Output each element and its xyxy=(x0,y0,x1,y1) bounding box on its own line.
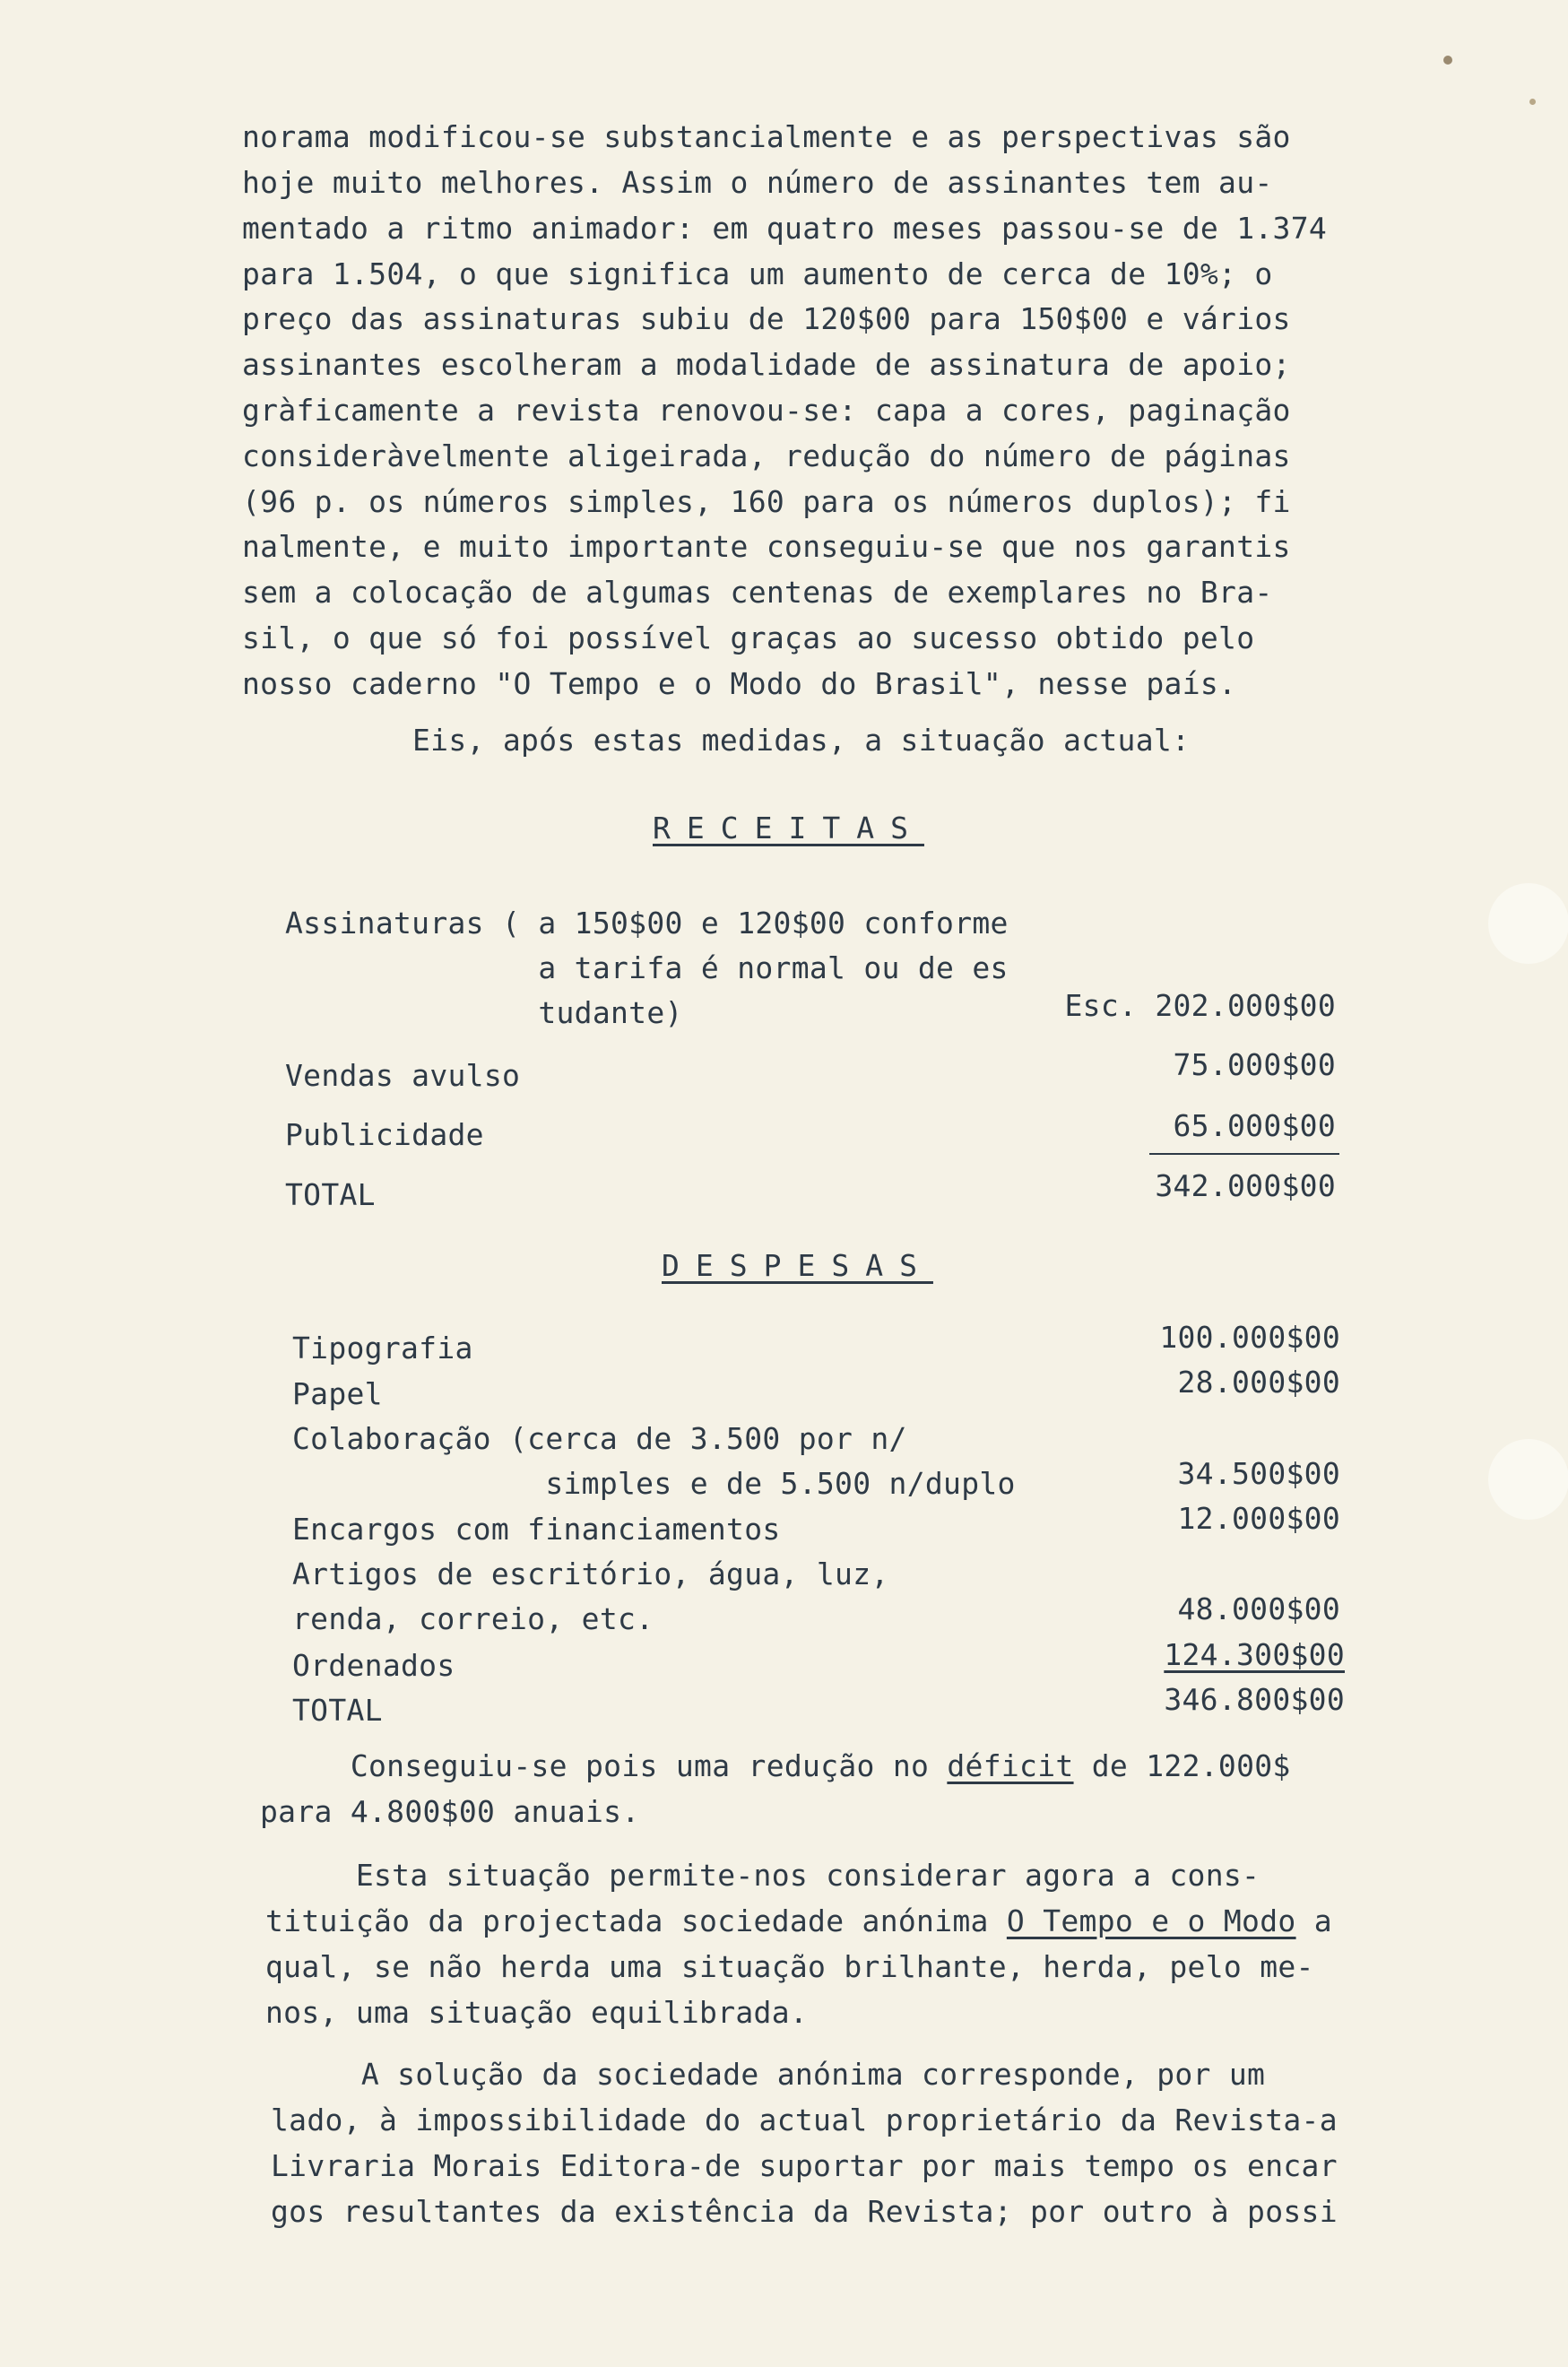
text-line: preço das assinaturas subiu de 120$00 para 150$00 e vários xyxy=(242,301,1291,336)
row-value: 34.500$00 xyxy=(1177,1456,1340,1491)
row-label: tudante) xyxy=(285,995,683,1030)
text-span: de 122.000$ xyxy=(1073,1748,1291,1783)
row-value: 75.000$00 xyxy=(1173,1047,1336,1082)
text-line: sem a colocação de algumas centenas de exemplares no Bra- xyxy=(242,575,1273,610)
text-line: para 4.800$00 anuais. xyxy=(260,1794,640,1829)
sum-rule xyxy=(1149,1153,1339,1155)
text-line: qual, se não herda uma situação brilhante, herda, pelo me- xyxy=(265,1949,1314,1984)
row-label: simples e de 5.500 n/duplo xyxy=(292,1466,1016,1501)
row-label: Assinaturas ( a 150$00 e 120$00 conforme xyxy=(285,906,1009,941)
text-line: assinantes escolheram a modalidade de assinatura de apoio; xyxy=(242,347,1291,382)
punch-hole-mark xyxy=(1488,883,1568,964)
row-label: Encargos com financiamentos xyxy=(292,1512,781,1547)
row-label: TOTAL xyxy=(285,1177,376,1212)
receitas-heading: RECEITAS xyxy=(653,811,924,845)
text-line: mentado a ritmo animador: em quatro meses passou-se de 1.374 xyxy=(242,211,1328,246)
underlined-term: déficit xyxy=(947,1748,1074,1783)
row-label: Artigos de escritório, água, luz, xyxy=(292,1556,889,1591)
row-value: 12.000$00 xyxy=(1177,1501,1340,1536)
text-line: nalmente, e muito importante conseguiu-se que nos garantis xyxy=(242,529,1291,564)
row-label: Papel xyxy=(292,1376,383,1411)
text-line: Livraria Morais Editora-de suportar por mais tempo os encar xyxy=(271,2148,1338,2183)
row-label: renda, correio, etc. xyxy=(292,1601,654,1636)
row-value: 124.300$00 xyxy=(1164,1637,1345,1672)
paper-stain xyxy=(1529,99,1536,105)
row-value: Esc. 202.000$00 xyxy=(1064,988,1336,1023)
text-line: gos resultantes da existência da Revista; por outro à possi xyxy=(271,2194,1338,2229)
row-value: 65.000$00 xyxy=(1173,1108,1336,1143)
text-line: hoje muito melhores. Assim o número de assinantes tem au- xyxy=(242,165,1273,200)
text-span: Conseguiu-se pois uma redução no xyxy=(260,1748,948,1783)
text-line: lado, à impossibilidade do actual proprietário da Revista-a xyxy=(271,2103,1338,2137)
text-line: nosso caderno "O Tempo e o Modo do Brasil", nesse país. xyxy=(242,666,1237,701)
text-line: consideràvelmente aligeirada, redução do número de páginas xyxy=(242,438,1291,473)
text-line xyxy=(260,1748,1291,1784)
text-line: gràficamente a revista renovou-se: capa a cores, paginação xyxy=(242,393,1291,428)
intro-closing-line: Eis, após estas medidas, a situação actual: xyxy=(412,723,1191,758)
row-label: Vendas avulso xyxy=(285,1058,521,1093)
underlined-title: O Tempo e o Modo xyxy=(1006,1903,1296,1938)
row-value: 48.000$00 xyxy=(1177,1591,1340,1626)
row-label: Tipografia xyxy=(292,1331,473,1366)
row-value: 342.000$00 xyxy=(1155,1168,1336,1203)
row-label: a tarifa é normal ou de es xyxy=(285,950,1009,985)
punch-hole-mark xyxy=(1488,1439,1568,1520)
row-label: Ordenados xyxy=(292,1648,455,1683)
row-label: Colaboração (cerca de 3.500 por n/ xyxy=(292,1421,907,1456)
row-label: Publicidade xyxy=(285,1117,484,1152)
text-line: Esta situação permite-nos considerar agora a cons- xyxy=(265,1858,1260,1893)
text-line: sil, o que só foi possível graças ao sucesso obtido pelo xyxy=(242,620,1255,655)
row-value: 346.800$00 xyxy=(1164,1682,1345,1717)
text-line xyxy=(265,1903,1332,1939)
text-line: nos, uma situação equilibrada. xyxy=(265,1995,809,2030)
text-span: a xyxy=(1295,1903,1332,1938)
text-line: (96 p. os números simples, 160 para os números duplos); fi xyxy=(242,484,1291,519)
text-line: para 1.504, o que significa um aumento de cerca de 10%; o xyxy=(242,256,1273,291)
paper-stain xyxy=(1443,56,1452,65)
row-label: TOTAL xyxy=(292,1693,383,1728)
text-span: tituição da projectada sociedade anónima xyxy=(265,1903,1007,1938)
text-line: A solução da sociedade anónima corresponde, por um xyxy=(271,2057,1266,2092)
row-value: 28.000$00 xyxy=(1177,1365,1340,1400)
despesas-heading: DESPESAS xyxy=(662,1248,933,1283)
text-line: norama modificou-se substancialmente e as perspectivas são xyxy=(242,119,1291,154)
row-value: 100.000$00 xyxy=(1159,1320,1340,1355)
